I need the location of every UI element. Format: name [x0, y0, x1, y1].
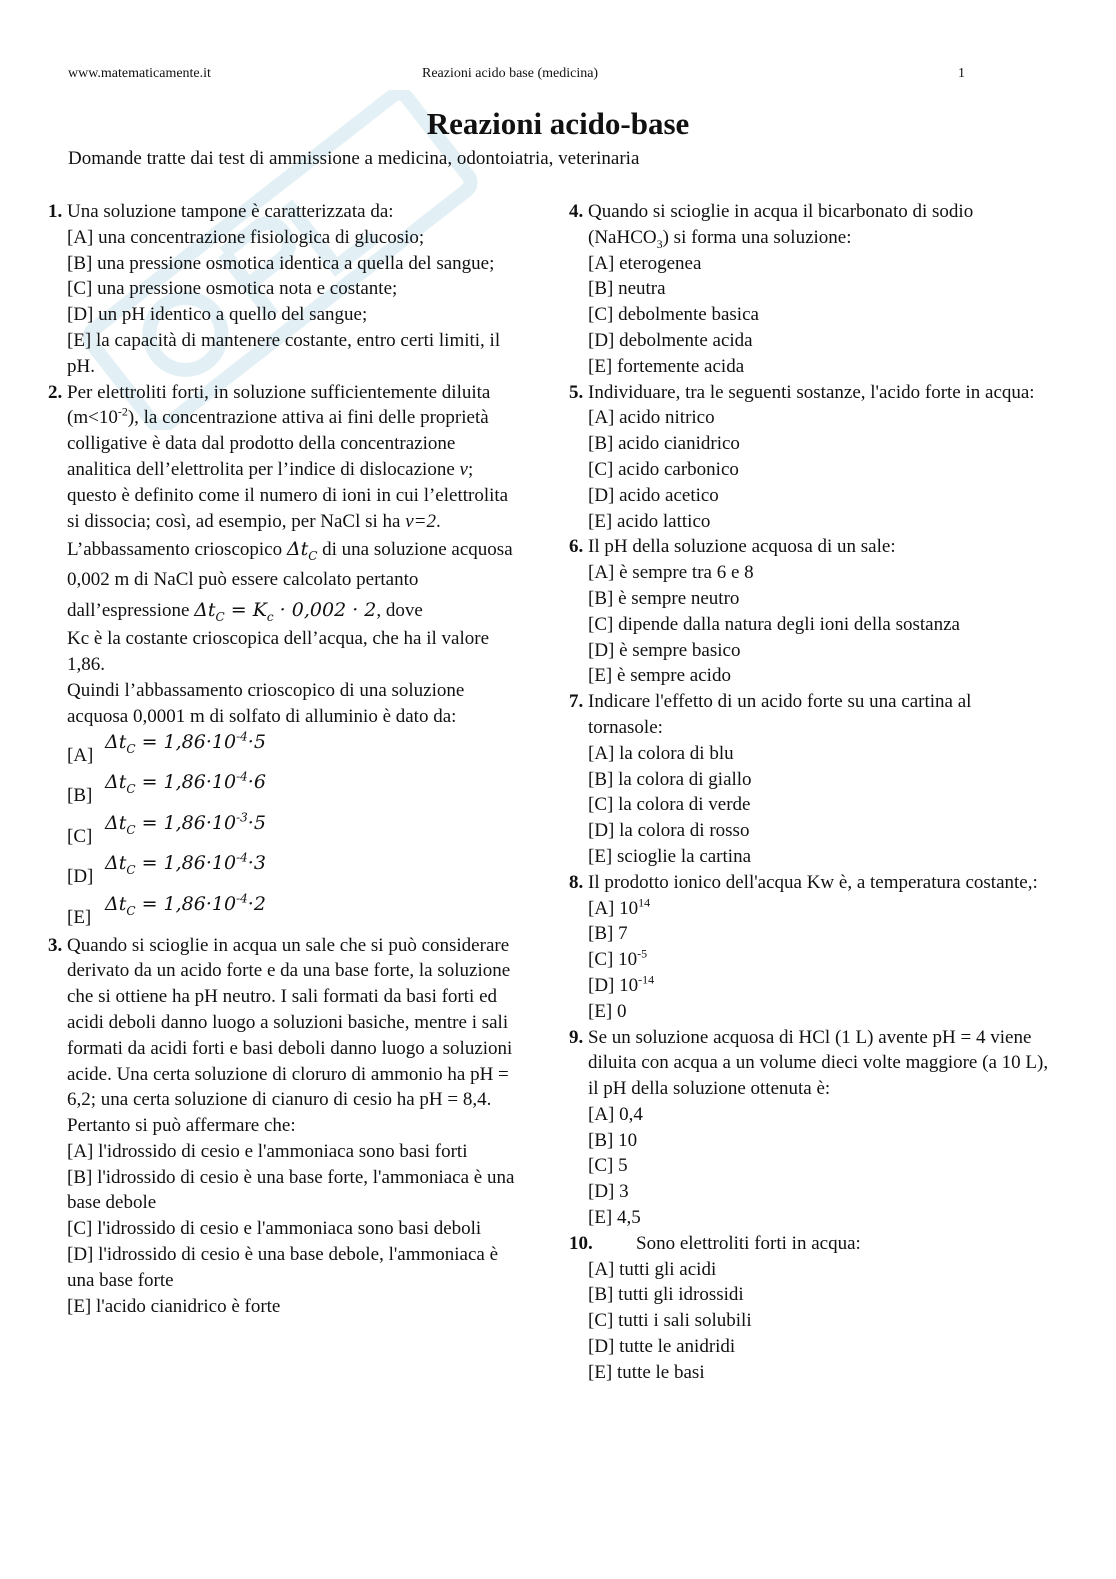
question-text: Quando si scioglie in acqua un sale che si può considerare derivato da un acido forte e da una base forte, la soluzione che si ottiene ha pH neutro. I sali formati da basi forti ed acidi deboli danno luogo a soluzioni basiche, mentre i sali formati da acidi forti e basi deboli danno luogo a soluzioni acide. Una certa soluzione di cloruro di ammonio ha pH = 6,2; una certa soluzione di cianuro di cesio ha pH = 8,4.: [67, 934, 513, 1111]
option: [B] acido cianidrico: [588, 433, 740, 455]
option: [A] eterogenea: [588, 252, 702, 274]
option: [B] 10: [588, 1129, 638, 1151]
option: [E] scioglie la cartina: [588, 845, 752, 867]
question-text-formula: L’abbassamento crioscopico $\Delta t_C$ di una soluzione acquosa 0,002 m di NaCl può essere calcolato pertanto dall’espressione $\Delta t_C = K_c \cdot 0,002 \cdot 2$, dove: [67, 538, 513, 625]
page-title: Reazioni acido-base: [426, 106, 690, 141]
option: [B] neutra: [588, 278, 666, 300]
option: [B] 7: [588, 923, 628, 945]
option: [E] $\Delta t_C = 1,86\cdot 10^{-4}\cdot 2$: [67, 891, 266, 928]
question-number: 4.: [569, 201, 584, 222]
question-5: [569, 380, 1049, 535]
option: [C] una pressione osmotica nota e costante;: [67, 278, 398, 300]
question-10: [569, 1231, 1049, 1386]
page-subtitle: Domande tratte dai test di ammissione a medicina, odontoiatria, veterinaria: [68, 148, 640, 169]
option: [E] l'acido cianidrico è forte: [67, 1295, 281, 1317]
header-website: www.matematicamente.it: [68, 66, 211, 81]
question-8: [569, 870, 1049, 1025]
question-1: [48, 199, 523, 380]
option: [C] dipende dalla natura degli ioni della sostanza: [588, 613, 960, 635]
question-4: [569, 199, 1049, 380]
option: [D] acido acetico: [588, 484, 719, 506]
option: [D] la colora di rosso: [588, 820, 750, 842]
option: [D] l'idrossido di cesio è una base debole, l'ammoniaca è una base forte: [67, 1244, 499, 1291]
option: [D] è sempre basico: [588, 639, 741, 661]
question-number: 3.: [48, 934, 63, 956]
question-text: Il prodotto ionico dell'acqua Kw è, a temperatura costante,:: [588, 871, 1038, 893]
question-number: 5.: [569, 381, 584, 403]
question-6: [569, 534, 1049, 689]
question-text: Il pH della soluzione acquosa di un sale:: [588, 536, 896, 558]
option: [A] $10^{14}$: [588, 895, 651, 919]
option: [A] è sempre tra 6 e 8: [588, 562, 754, 584]
question-number: 2.: [48, 381, 63, 403]
formula: Δt: [194, 599, 216, 622]
option: [C] $\Delta t_C = 1,86\cdot 10^{-3}\cdot 5$: [67, 810, 266, 847]
option: [A] acido nitrico: [588, 407, 715, 429]
option: [C] $10^{-5}$: [588, 946, 648, 971]
option: [B] è sempre neutro: [588, 587, 740, 609]
option: [B] la colora di giallo: [588, 768, 752, 790]
question-number: 10.: [569, 1232, 593, 1254]
question-text: Per elettroliti forti, in soluzione sufficientemente diluita $(m<10^{-2})$, la concentrazione attiva ai fini delle proprietà colligative è data dal prodotto della concentrazione analitica dell’elettrolita per l’indice di dislocazione v; questo è definito come il numero di ioni in cui l’elettrolita si dissocia; così, ad esempio, per NaCl si ha v=2.: [67, 381, 509, 532]
question-number: 8.: [569, 871, 584, 893]
question-number: 7.: [569, 691, 584, 713]
right-column: [569, 199, 1049, 1386]
option: [C] 5: [588, 1155, 628, 1177]
option: [B] una pressione osmotica identica a quella del sangue;: [67, 252, 495, 274]
option: [C] la colora di verde: [588, 794, 751, 816]
option: [E] 4,5: [588, 1207, 641, 1229]
option: [E] la capacità di mantenere costante, entro certi limiti, il pH.: [67, 329, 501, 377]
option: [C] acido carbonico: [588, 458, 739, 480]
header-page-number: 1: [958, 66, 965, 81]
option: [D] un pH identico a quello del sangue;: [67, 304, 368, 326]
option: [E] acido lattico: [588, 510, 711, 532]
question-number: 6.: [569, 536, 584, 558]
option: [D] debolmente acida: [588, 329, 753, 351]
question-text: Se un soluzione acquosa di HCl (1 L) avente pH = 4 viene diluita con acqua a un volume dieci volte maggiore (a 10 L), il pH della soluzione ottenuta è:: [588, 1026, 1049, 1100]
question-text: Una soluzione tampone è caratterizzata da:: [67, 201, 394, 222]
option: [D] $10^{-14}$: [588, 972, 655, 996]
option: [D] 3: [588, 1181, 629, 1203]
option: [A] una concentrazione fisiologica di glucosio;: [67, 226, 425, 248]
question-text: Indicare l'effetto di un acido forte su una cartina al tornasole:: [588, 691, 972, 738]
question-text: Quando si scioglie in acqua il bicarbonato di sodio (NaHCO$_3$) si forma una soluzione:: [588, 201, 974, 251]
option: [E] fortemente acida: [588, 355, 745, 377]
question-text: Kc è la costante crioscopica dell’acqua, che ha il valore 1,86.: [67, 628, 490, 676]
question-2: [48, 380, 523, 933]
option: [C] l'idrossido di cesio e l'ammoniaca sono basi deboli: [67, 1218, 482, 1240]
option: [C] tutti i sali solubili: [588, 1310, 752, 1332]
option: [D] tutte le anidridi: [588, 1336, 736, 1358]
question-text: Individuare, tra le seguenti sostanze, l'acido forte in acqua:: [588, 381, 1035, 403]
option: [A] tutti gli acidi: [588, 1258, 717, 1280]
question-number: 1.: [48, 201, 63, 222]
left-column: [48, 199, 523, 1319]
question-3: [48, 933, 523, 1320]
header-doc-title: Reazioni acido base (medicina): [422, 66, 599, 81]
option: [B] l'idrossido di cesio è una base forte, l'ammoniaca è una base debole: [67, 1166, 515, 1214]
option: [A] la colora di blu: [588, 742, 734, 764]
option: [A] l'idrossido di cesio e l'ammoniaca sono basi forti: [67, 1140, 468, 1162]
question-number: 9.: [569, 1026, 584, 1048]
option: [B] tutti gli idrossidi: [588, 1284, 744, 1306]
question-9: [569, 1025, 1049, 1231]
option: [E] 0: [588, 1000, 627, 1022]
question-text: Quindi l’abbassamento crioscopico di una soluzione acquosa 0,0001 m di solfato di alluminio è dato da:: [67, 679, 465, 727]
option: [B] $\Delta t_C = 1,86\cdot 10^{-4}\cdot 6$: [67, 769, 266, 807]
question-7: [569, 689, 1049, 870]
option: [C] debolmente basica: [588, 304, 759, 326]
option: [D] $\Delta t_C = 1,86\cdot 10^{-4}\cdot 3$: [67, 851, 266, 888]
option: [E] è sempre acido: [588, 665, 731, 687]
option: [A] $\Delta t_C = 1,86\cdot 10^{-4}\cdot 5$: [67, 729, 266, 766]
option: [E] tutte le basi: [588, 1361, 705, 1383]
question-text: Sono elettroliti forti in acqua:: [636, 1232, 861, 1254]
option: [A] 0,4: [588, 1103, 643, 1125]
question-text: Pertanto si può affermare che:: [67, 1115, 296, 1137]
